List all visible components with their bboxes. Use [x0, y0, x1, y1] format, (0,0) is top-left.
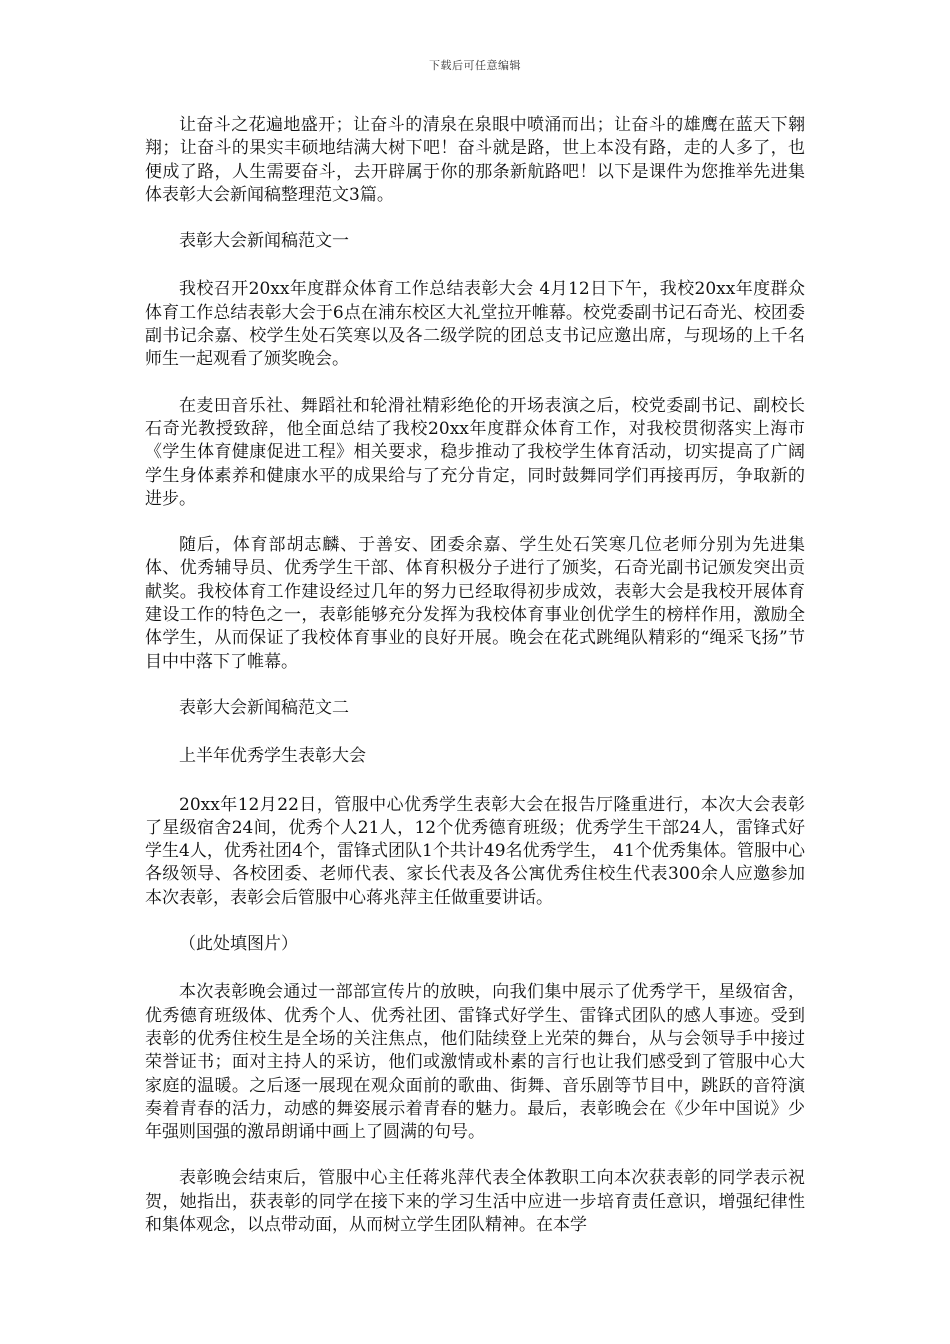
body-paragraph: 在麦田音乐社、舞蹈社和轮滑社精彩绝伦的开场表演之后，校党委副书记、副校长石奇光教授致辞，他全面总结了我校20xx年度群众体育工作，对我校贯彻落实上海市《学生体育健康促进工程》相关要求，稳步推动了我校学生体育活动，切实提高了广阔学生身体素养和健康水平的成果给与了充分肯定，同时鼓舞同学们再接再厉，争取新的进步。: [145, 395, 805, 509]
body-paragraph: 本次表彰晚会通过一部部宣传片的放映，向我们集中展示了优秀学干，星级宿舍，优秀德育班级体、优秀个人、优秀社团、雷锋式好学生、雷锋式团队的感人事迹。受到表彰的优秀住校生是全场的关注焦点，他们陆续登上光荣的舞台，从与会领导手中接过荣誉证书；面对主持人的采访，他们或激情或朴素的言行也让我们感受到了管服中心大家庭的温暖。之后逐一展现在观众面前的歌曲、街舞、音乐剧等节目中，跳跃的音符演奏着青春的活力，动感的舞姿展示着青春的魅力。最后，表彰晚会在《少年中国说》少年强则国强的激昂朗诵中画上了圆满的句号。: [145, 982, 805, 1143]
body-paragraph: 20xx年12月22日，管服中心优秀学生表彰大会在报告厅隆重进行，本次大会表彰了星级宿舍24间，优秀个人21人，12个优秀德育班级；优秀学生干部24人，雷锋式好学生4人，优秀社团4个，雷锋式团队1个共计49名优秀学生， 41个优秀集体。管服中心各级领导、各校团委、老师代表、家长代表及各公寓优秀住校生代表300余人应邀参加本次表彰，表彰会后管服中心蒋兆萍主任做重要讲话。: [145, 794, 805, 908]
body-paragraph: 我校召开20xx年度群众体育工作总结表彰大会 4月12日下午，我校20xx年度群众体育工作总结表彰大会于6点在浦东校区大礼堂拉开帷幕。校党委副书记石奇光、校团委副书记余嘉、校学生处石笑寒以及各二级学院的团总支书记应邀出席，与现场的上千名师生一起观看了颁奖晚会。: [145, 279, 805, 370]
section-heading-2: 表彰大会新闻稿范文二: [179, 697, 349, 718]
body-paragraph: 表彰晚会结束后，管服中心主任蒋兆萍代表全体教职工向本次获表彰的同学表示祝贺，她指出，获表彰的同学在接下来的学习生活中应进一步培育责任意识，增强纪律性和集体观念，以点带动面，从而树立学生团队精神。在本学: [145, 1168, 805, 1235]
document-body: [145, 114, 805, 1260]
page-header: 下载后可任意编辑: [429, 59, 521, 72]
body-paragraph: 随后，体育部胡志麟、于善安、团委余嘉、学生处石笑寒几位老师分别为先进集体、优秀辅导员、优秀学生干部、体育积极分子进行了颁奖，石奇光副书记颁发突出贡献奖。我校体育工作建设经过几年的努力已经取得初步成效，表彰大会是我校开展体育建设工作的特色之一，表彰能够充分发挥为我校体育事业创优学生的榜样作用，激励全体学生，从而保证了我校体育事业的良好开展。晚会在花式跳绳队精彩的“绳采飞扬”节目中中落下了帷幕。: [145, 535, 805, 672]
subsection-heading: 上半年优秀学生表彰大会: [179, 746, 366, 767]
section-heading-1: 表彰大会新闻稿范文一: [179, 231, 349, 252]
image-placeholder-note: （此处填图片）: [179, 934, 298, 955]
intro-paragraph: 让奋斗之花遍地盛开；让奋斗的清泉在泉眼中喷涌而出；让奋斗的雄鹰在蓝天下翱翔；让奋斗的果实丰硕地结满大树下吧！奋斗就是路，世上本没有路，走的人多了，也便成了路，人生需要奋斗，去开辟属于你的那条新航路吧！以下是课件为您推举先进集体表彰大会新闻稿整理范文3篇。: [145, 115, 805, 205]
